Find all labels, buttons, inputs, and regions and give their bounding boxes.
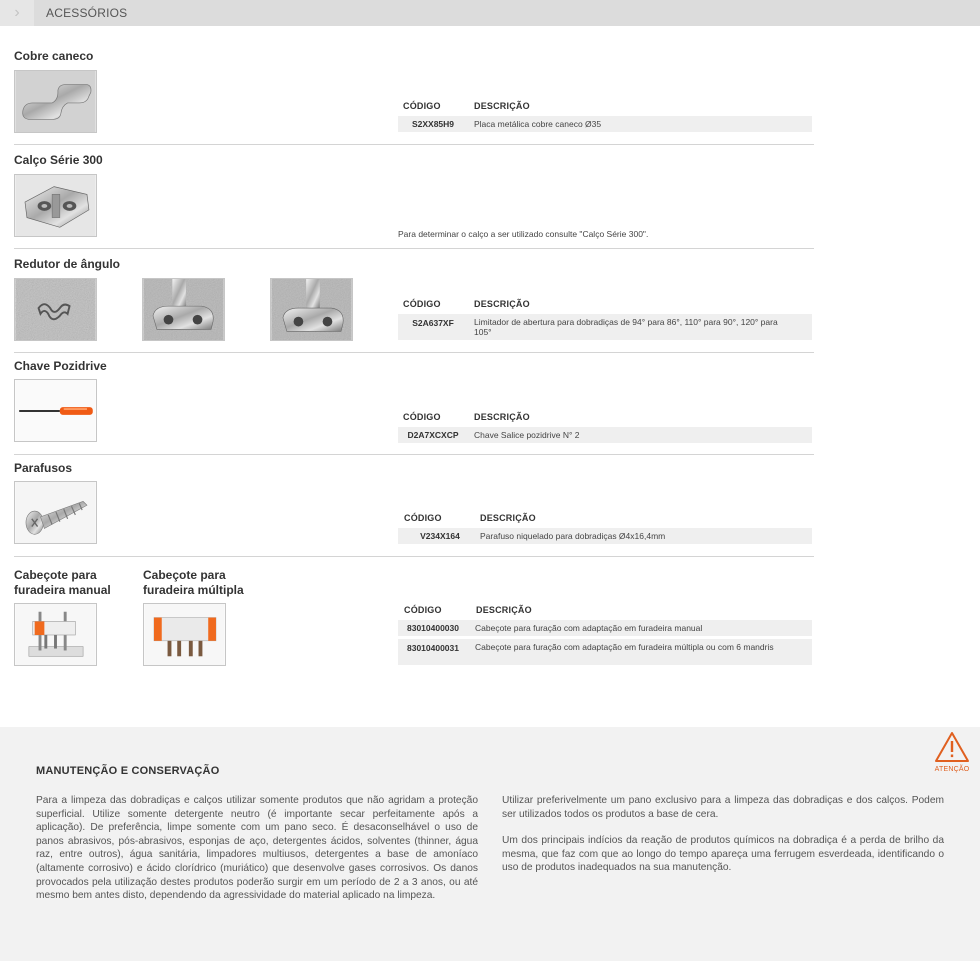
product-code: D2A7XCXCP: [407, 430, 459, 440]
section-title-cabecote-manual: Cabeçote para furadeira manual: [14, 568, 111, 597]
product-image-redutor-clip: [14, 278, 97, 341]
product-code: S2A637XF: [412, 318, 454, 328]
product-image-calco: [14, 174, 97, 237]
product-code: V234X164: [420, 531, 460, 541]
table-row: [398, 639, 812, 665]
table-row: [398, 427, 812, 443]
product-description: Placa metálica cobre caneco Ø35: [474, 119, 602, 129]
description-column-header: DESCRIÇÃO: [480, 513, 536, 523]
product-image-cabecote-manual: [14, 603, 97, 666]
product-image-parafuso: [14, 481, 97, 544]
code-column-header: CÓDIGO: [403, 101, 441, 111]
product-image-cabecote-multipla: [143, 603, 226, 666]
table-row: [398, 116, 812, 132]
section-title-redutor-angulo: Redutor de ângulo: [14, 257, 120, 271]
section-title-cobre-caneco: Cobre caneco: [14, 49, 94, 63]
product-image-redutor-hinge-a: [142, 278, 225, 341]
warning-label: ATENÇÃO: [934, 766, 970, 773]
divider: [14, 144, 814, 145]
description-column-header: DESCRIÇÃO: [476, 605, 532, 615]
section-title-chave-pozidrive: Chave Pozidrive: [14, 359, 107, 373]
product-description: Chave Salice pozidrive N° 2: [474, 430, 580, 440]
code-column-header: CÓDIGO: [403, 299, 441, 309]
table-row: [398, 620, 812, 636]
divider: [14, 248, 814, 249]
section-header-bar: [0, 0, 980, 26]
table-row: [398, 528, 812, 544]
product-code: 83010400031: [406, 643, 459, 653]
section-title-calco-serie-300: Calço Série 300: [14, 153, 103, 167]
divider: [14, 454, 814, 455]
product-image-redutor-hinge-b: [270, 278, 353, 341]
calco-note: Para determinar o calço a ser utilizado consulte "Calço Série 300".: [398, 229, 649, 239]
divider: [14, 352, 814, 353]
product-image-cobre-caneco: [14, 70, 97, 133]
chevron-right-icon[interactable]: ›: [0, 0, 34, 26]
description-column-header: DESCRIÇÃO: [474, 299, 530, 309]
code-column-header: CÓDIGO: [404, 513, 442, 523]
page-title: ACESSÓRIOS: [46, 6, 128, 20]
maintenance-paragraph: Um dos principais indícios da reação de produtos químicos na dobradiça é a perda de brilho da mesma, que faz com que ao longo do tempo apareça uma ferrugem esverdeada, identificando o uso de produtos inadequados na sua manutenção.: [502, 835, 944, 874]
description-column-header: DESCRIÇÃO: [474, 412, 530, 422]
product-description: Cabeçote para furação com adaptação em furadeira manual: [475, 623, 703, 633]
product-description: Limitador de abertura para dobradiças de 94° para 86°, 110° para 90°, 120° para 105°: [474, 317, 778, 337]
section-title-parafusos: Parafusos: [14, 461, 73, 475]
product-description: Cabeçote para furação com adaptação em furadeira múltipla ou com 6 mandris: [475, 642, 774, 652]
product-image-chave: [14, 379, 97, 442]
description-column-header: DESCRIÇÃO: [474, 101, 530, 111]
maintenance-paragraph: Utilizar preferivelmente um pano exclusivo para a limpeza das dobradiças e dos calços. Podem ser utilizados todos os produtos a base de cera.: [502, 795, 944, 820]
product-code: 83010400030: [406, 623, 459, 633]
maintenance-paragraph: Para a limpeza das dobradiças e calços utilizar somente produtos que não agridam a proteção superficial. Utilize somente detergente neutro (é importante secar perfeitamente após a aplicação). De preferência, limpe somente com um pano seco. É desaconselhável o uso de panos abrasivos, pós-abrasivos, esponjas de aço, detergentes ácidos, solventes (thinner, água raz, entre outros), água sanitária, limpadores multiusos, detergentes a base de amoníaco (altamente corrosivo) e ácido clorídrico (muriático) que desenvolve gases corrosivos. Os danos provocados pela utilização destes produtos poderão surgir em um período de 2 a 3 anos, ou até mesmo bem antes disto, dependendo da agressividade do material aplicado na limpeza.: [36, 795, 478, 902]
product-description: Parafuso niquelado para dobradiças Ø4x16,4mm: [480, 531, 666, 541]
product-code: S2XX85H9: [411, 119, 455, 129]
code-column-header: CÓDIGO: [403, 412, 441, 422]
divider: [14, 556, 814, 557]
warning-icon: [934, 731, 970, 763]
section-title-cabecote-multipla: Cabeçote para furadeira múltipla: [143, 568, 244, 597]
maintenance-panel: [0, 727, 980, 961]
maintenance-column-right: [502, 794, 944, 875]
warning-badge: [930, 731, 974, 773]
maintenance-title: MANUTENÇÃO E CONSERVAÇÃO: [36, 765, 220, 777]
maintenance-column-left: [36, 794, 478, 903]
table-row: [398, 314, 812, 340]
code-column-header: CÓDIGO: [404, 605, 442, 615]
